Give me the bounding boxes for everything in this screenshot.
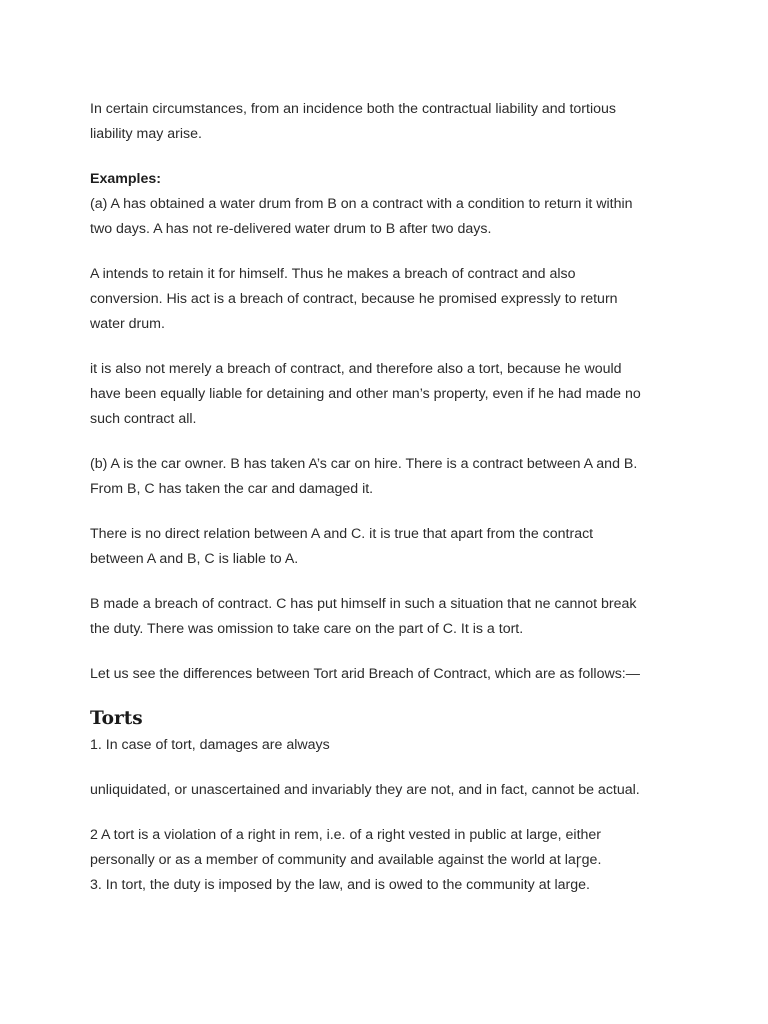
torts-point-3: 3. In tort, the duty is imposed by the law, and is owed to the community at large.: [90, 877, 590, 893]
document-body: [90, 97, 690, 898]
torts-point-2: 2 A tort is a violation of a right in rem, i.e. of a right vested in public at large, either personally or as a member of community and available against the world at laꞅge.: [90, 827, 602, 868]
example-b-paragraph: (b) A is the car owner. B has taken A’s car on hire. There is a contract between A and B. From B, C has taken the car and damaged it.: [90, 456, 638, 497]
tort-also-paragraph: it is also not merely a breach of contract, and therefore also a tort, because he would have been equally liable for detaining and other man’s property, even if he had made no such contract all.: [90, 361, 641, 427]
torts-point-1: 1. In case of tort, damages are always: [90, 737, 330, 753]
torts-point-1-continued: unliquidated, or unascertained and invariably they are not, and in fact, cannot be actual.: [90, 782, 640, 798]
differences-paragraph: Let us see the differences between Tort arid Breach of Contract, which are as follows:—: [90, 666, 640, 682]
no-relation-paragraph: There is no direct relation between A and C. it is true that apart from the contract between A and B, C is liable to A.: [90, 526, 594, 567]
b-breach-paragraph: B made a breach of contract. C has put himself in such a situation that ne cannot break the duty. There was omission to take care on the part of C. It is a tort.: [90, 596, 637, 637]
example-a-paragraph: (a) A has obtained a water drum from B on a contract with a condition to return it within two days. A has not re-delivered water drum to B after two days.: [90, 196, 633, 237]
torts-heading: Torts: [90, 708, 143, 729]
examples-label: Examples:: [90, 171, 161, 187]
retain-paragraph: A intends to retain it for himself. Thus he makes a breach of contract and also conversion. His act is a breach of contract, because he promised expressly to return water drum.: [90, 266, 618, 332]
intro-paragraph: In certain circumstances, from an incidence both the contractual liability and tortious liability may arise.: [90, 101, 616, 142]
